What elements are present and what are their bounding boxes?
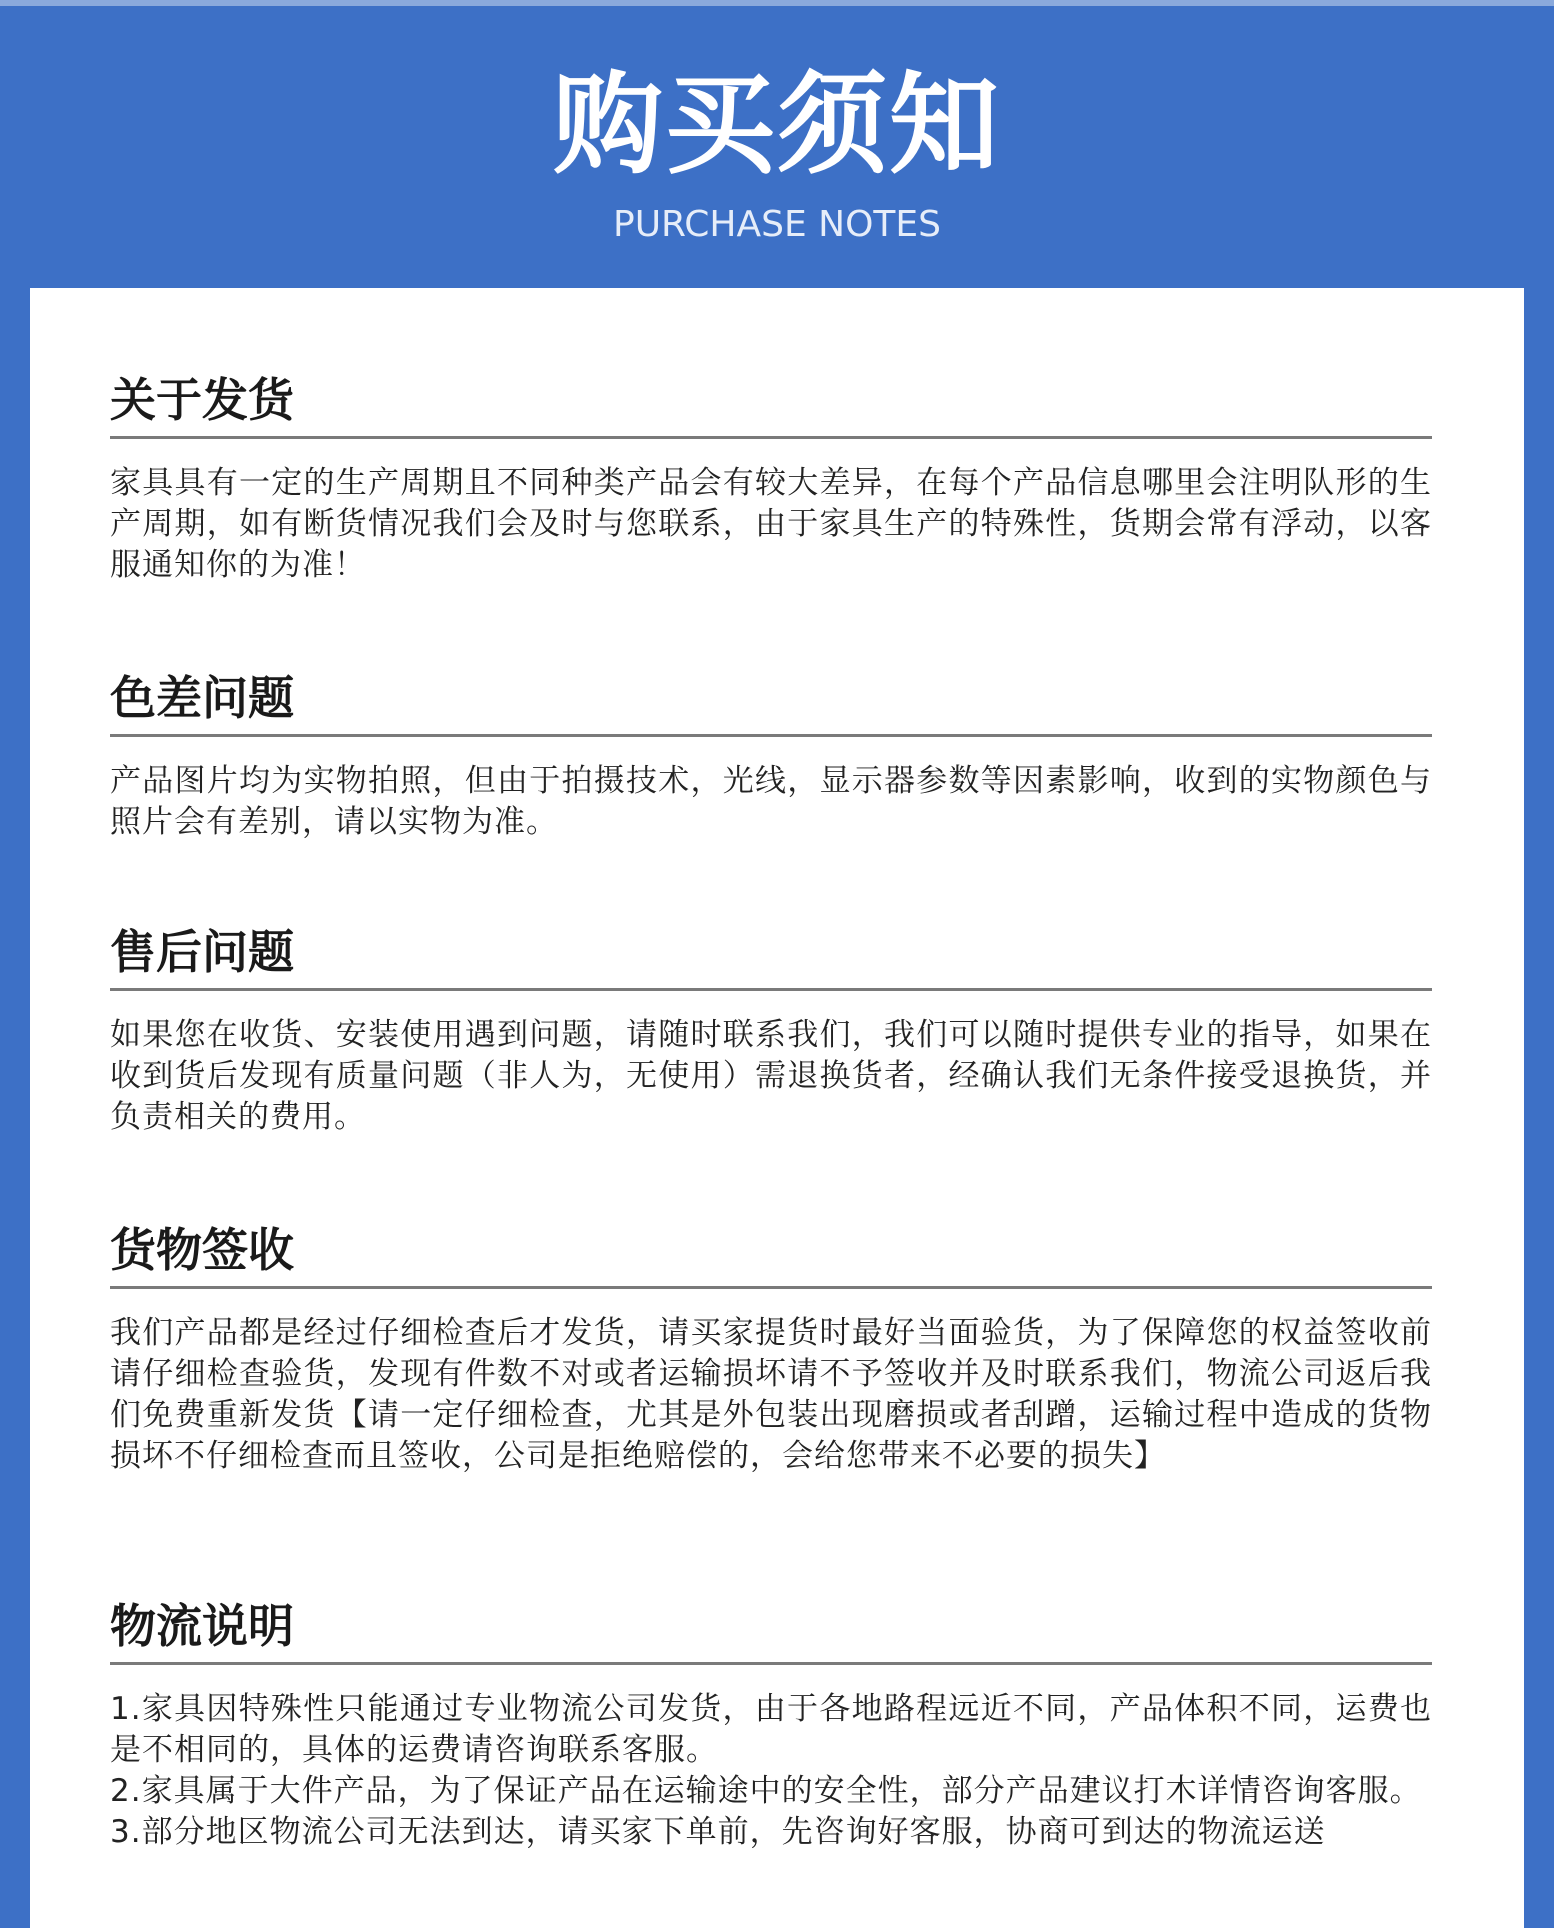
section-paragraph: 如果您在收货、安装使用遇到问题，请随时联系我们，我们可以随时提供专业的指导，如果在收到货后发现有质量问题（非人为，无使用）需退换货者，经确认我们无条件接受退换货，并负责相关的费用。 bbox=[110, 1017, 1432, 1135]
section-color-difference bbox=[110, 666, 1462, 843]
section-title: 售后问题 bbox=[110, 925, 294, 979]
section-title: 关于发货 bbox=[110, 373, 294, 427]
section-title: 货物签收 bbox=[110, 1223, 294, 1277]
section-divider bbox=[110, 1286, 1432, 1289]
page-header bbox=[0, 0, 1554, 288]
section-body bbox=[110, 761, 1432, 843]
page-subtitle: PURCHASE NOTES bbox=[612, 204, 941, 245]
section-body bbox=[110, 1689, 1432, 1853]
section-divider bbox=[110, 436, 1432, 439]
page-title: 购买须知 bbox=[553, 61, 1001, 189]
section-divider bbox=[110, 1662, 1432, 1665]
section-body bbox=[110, 1015, 1432, 1138]
section-body bbox=[110, 1313, 1432, 1477]
section-title: 物流说明 bbox=[110, 1599, 294, 1653]
section-body bbox=[110, 463, 1432, 586]
section-title: 色差问题 bbox=[110, 671, 294, 725]
section-logistics bbox=[110, 1594, 1462, 1853]
section-paragraph: 产品图片均为实物拍照，但由于拍摄技术，光线，显示器参数等因素影响，收到的实物颜色与照片会有差别，请以实物为准。 bbox=[110, 763, 1432, 840]
notes-card bbox=[30, 288, 1524, 1928]
section-paragraph: 1.家具因特殊性只能通过专业物流公司发货，由于各地路程远近不同，产品体积不同，运费也是不相同的，具体的运费请咨询联系客服。 bbox=[110, 1691, 1432, 1768]
section-after-sales bbox=[110, 920, 1462, 1138]
section-paragraph: 我们产品都是经过仔细检查后才发货，请买家提货时最好当面验货，为了保障您的权益签收前请仔细检查验货，发现有件数不对或者运输损坏请不予签收并及时联系我们，物流公司返后我们免费重新发货【请一定仔细检查，尤其是外包装出现磨损或者刮蹭，运输过程中造成的货物损坏不仔细检查而且签收，公司是拒绝赔偿的，会给您带来不必要的损失】 bbox=[110, 1315, 1432, 1474]
section-shipping bbox=[110, 368, 1462, 586]
section-paragraph: 家具具有一定的生产周期且不同种类产品会有较大差异，在每个产品信息哪里会注明队形的生产周期，如有断货情况我们会及时与您联系，由于家具生产的特殊性，货期会常有浮动，以客服通知你的为准！ bbox=[110, 465, 1432, 583]
section-divider bbox=[110, 734, 1432, 737]
section-paragraph: 3.部分地区物流公司无法到达，请买家下单前，先咨询好客服，协商可到达的物流运送 bbox=[110, 1814, 1326, 1850]
section-divider bbox=[110, 988, 1432, 991]
section-paragraph: 2.家具属于大件产品，为了保证产品在运输途中的安全性，部分产品建议打木详情咨询客服。 bbox=[110, 1773, 1422, 1809]
section-delivery-signing bbox=[110, 1218, 1462, 1477]
